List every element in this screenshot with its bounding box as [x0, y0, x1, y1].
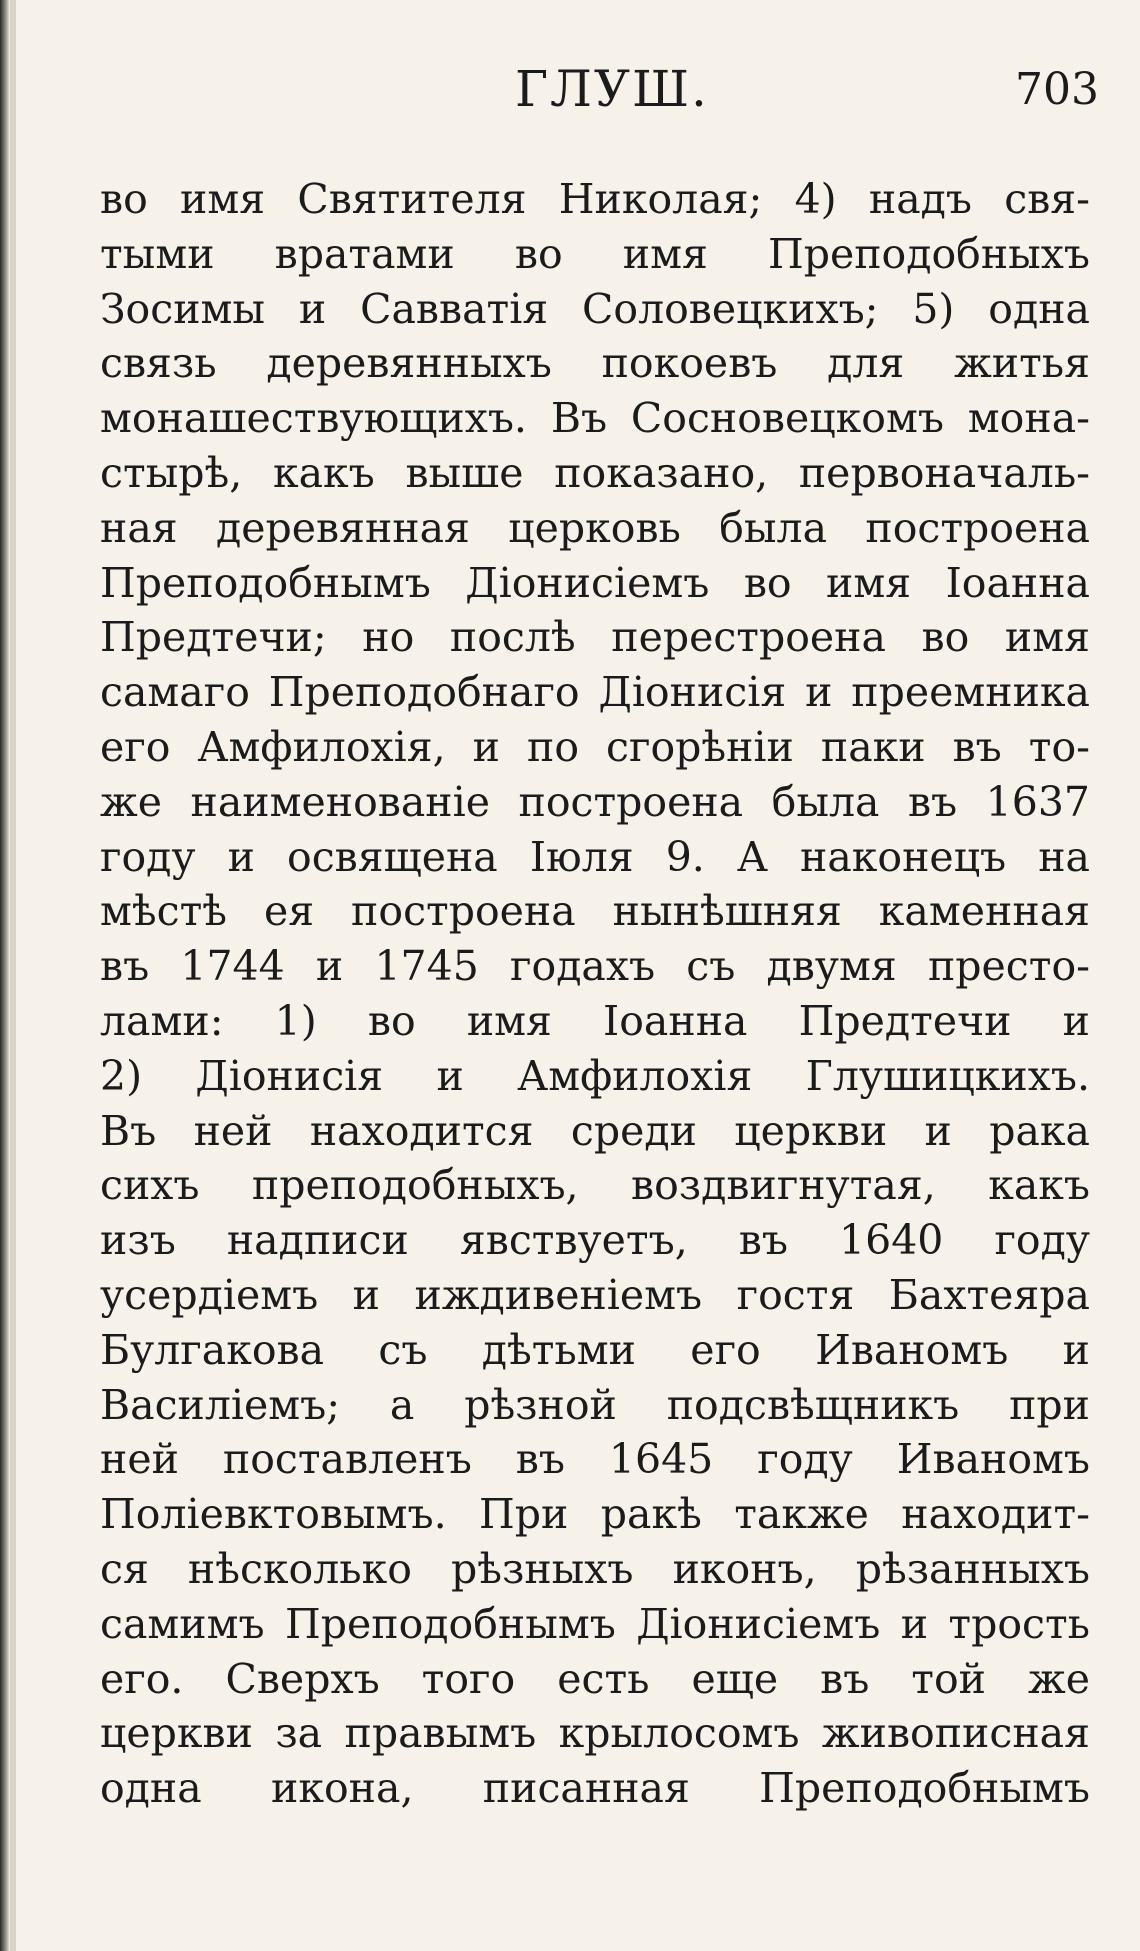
- text-line: одна икона, писанная Преподобнымъ: [100, 1764, 1090, 1813]
- text-line: Предтечи; но послѣ перестроена во имя: [100, 613, 1090, 662]
- text-line: самаго Преподобнаго Діонисія и преемника: [100, 668, 1090, 717]
- text-line: церкви за правымъ крылосомъ живописная: [100, 1709, 1090, 1758]
- text-line: Поліевктовымъ. При ракѣ также находит-: [100, 1490, 1090, 1539]
- text-line: Василіемъ; а рѣзной подсвѣщникъ при: [100, 1380, 1090, 1429]
- text-line: Зосимы и Савватія Соловецкихъ; 5) одна: [100, 284, 1090, 333]
- text-line: ная деревянная церковь была построена: [100, 503, 1090, 552]
- text-line: въ 1744 и 1745 годахъ съ двумя престо-: [100, 942, 1090, 991]
- page-binding-shadow: [0, 0, 10, 1951]
- text-line: монашествующихъ. Въ Сосновецкомъ мона-: [100, 394, 1090, 443]
- text-line: Преподобнымъ Діонисіемъ во имя Іоанна: [100, 558, 1090, 607]
- text-line: году и освящена Іюля 9. А наконецъ на: [100, 832, 1090, 881]
- text-line: 2) Діонисія и Амфилохія Глушицкихъ.: [100, 1051, 1090, 1100]
- text-line: изъ надписи явствуетъ, въ 1640 году: [100, 1216, 1090, 1265]
- body-text: [100, 172, 1090, 1816]
- running-head: ГЛУШ.: [515, 60, 709, 118]
- text-line: стырѣ, какъ выше показано, первоначаль-: [100, 448, 1090, 497]
- text-line: во имя Святителя Николая; 4) надъ свя-: [100, 175, 1090, 223]
- text-line: самимъ Преподобнымъ Діонисіемъ и трость: [100, 1599, 1090, 1648]
- page-edge: [10, 0, 16, 1951]
- text-line: мѣстѣ ея построена нынѣшняя каменная: [100, 887, 1090, 936]
- text-line: Булгакова съ дѣтьми его Иваномъ и: [100, 1325, 1090, 1374]
- text-line: сихъ преподобныхъ, воздвигнутая, какъ: [100, 1161, 1090, 1210]
- text-line: усердіемъ и иждивеніемъ гостя Бахтеяра: [100, 1270, 1090, 1319]
- text-line: его Амфилохія, и по сгорѣніи паки въ то-: [100, 722, 1090, 771]
- text-line: ся нѣсколько рѣзныхъ иконъ, рѣзанныхъ: [100, 1544, 1090, 1593]
- text-line: тыми вратами во имя Преподобныхъ: [100, 229, 1090, 278]
- text-line: же наименованіе построена была въ 1637: [100, 777, 1090, 826]
- text-line: ней поставленъ въ 1645 году Иваномъ: [100, 1435, 1090, 1484]
- text-line: Въ ней находится среди церкви и рака: [100, 1106, 1090, 1155]
- text-line: его. Сверхъ того есть еще въ той же: [100, 1654, 1090, 1703]
- page-number: 703: [1015, 64, 1099, 115]
- page-header: [0, 60, 1140, 130]
- text-line: связь деревянныхъ покоевъ для житья: [100, 339, 1090, 388]
- text-line: лами: 1) во имя Іоанна Предтечи и: [100, 996, 1090, 1045]
